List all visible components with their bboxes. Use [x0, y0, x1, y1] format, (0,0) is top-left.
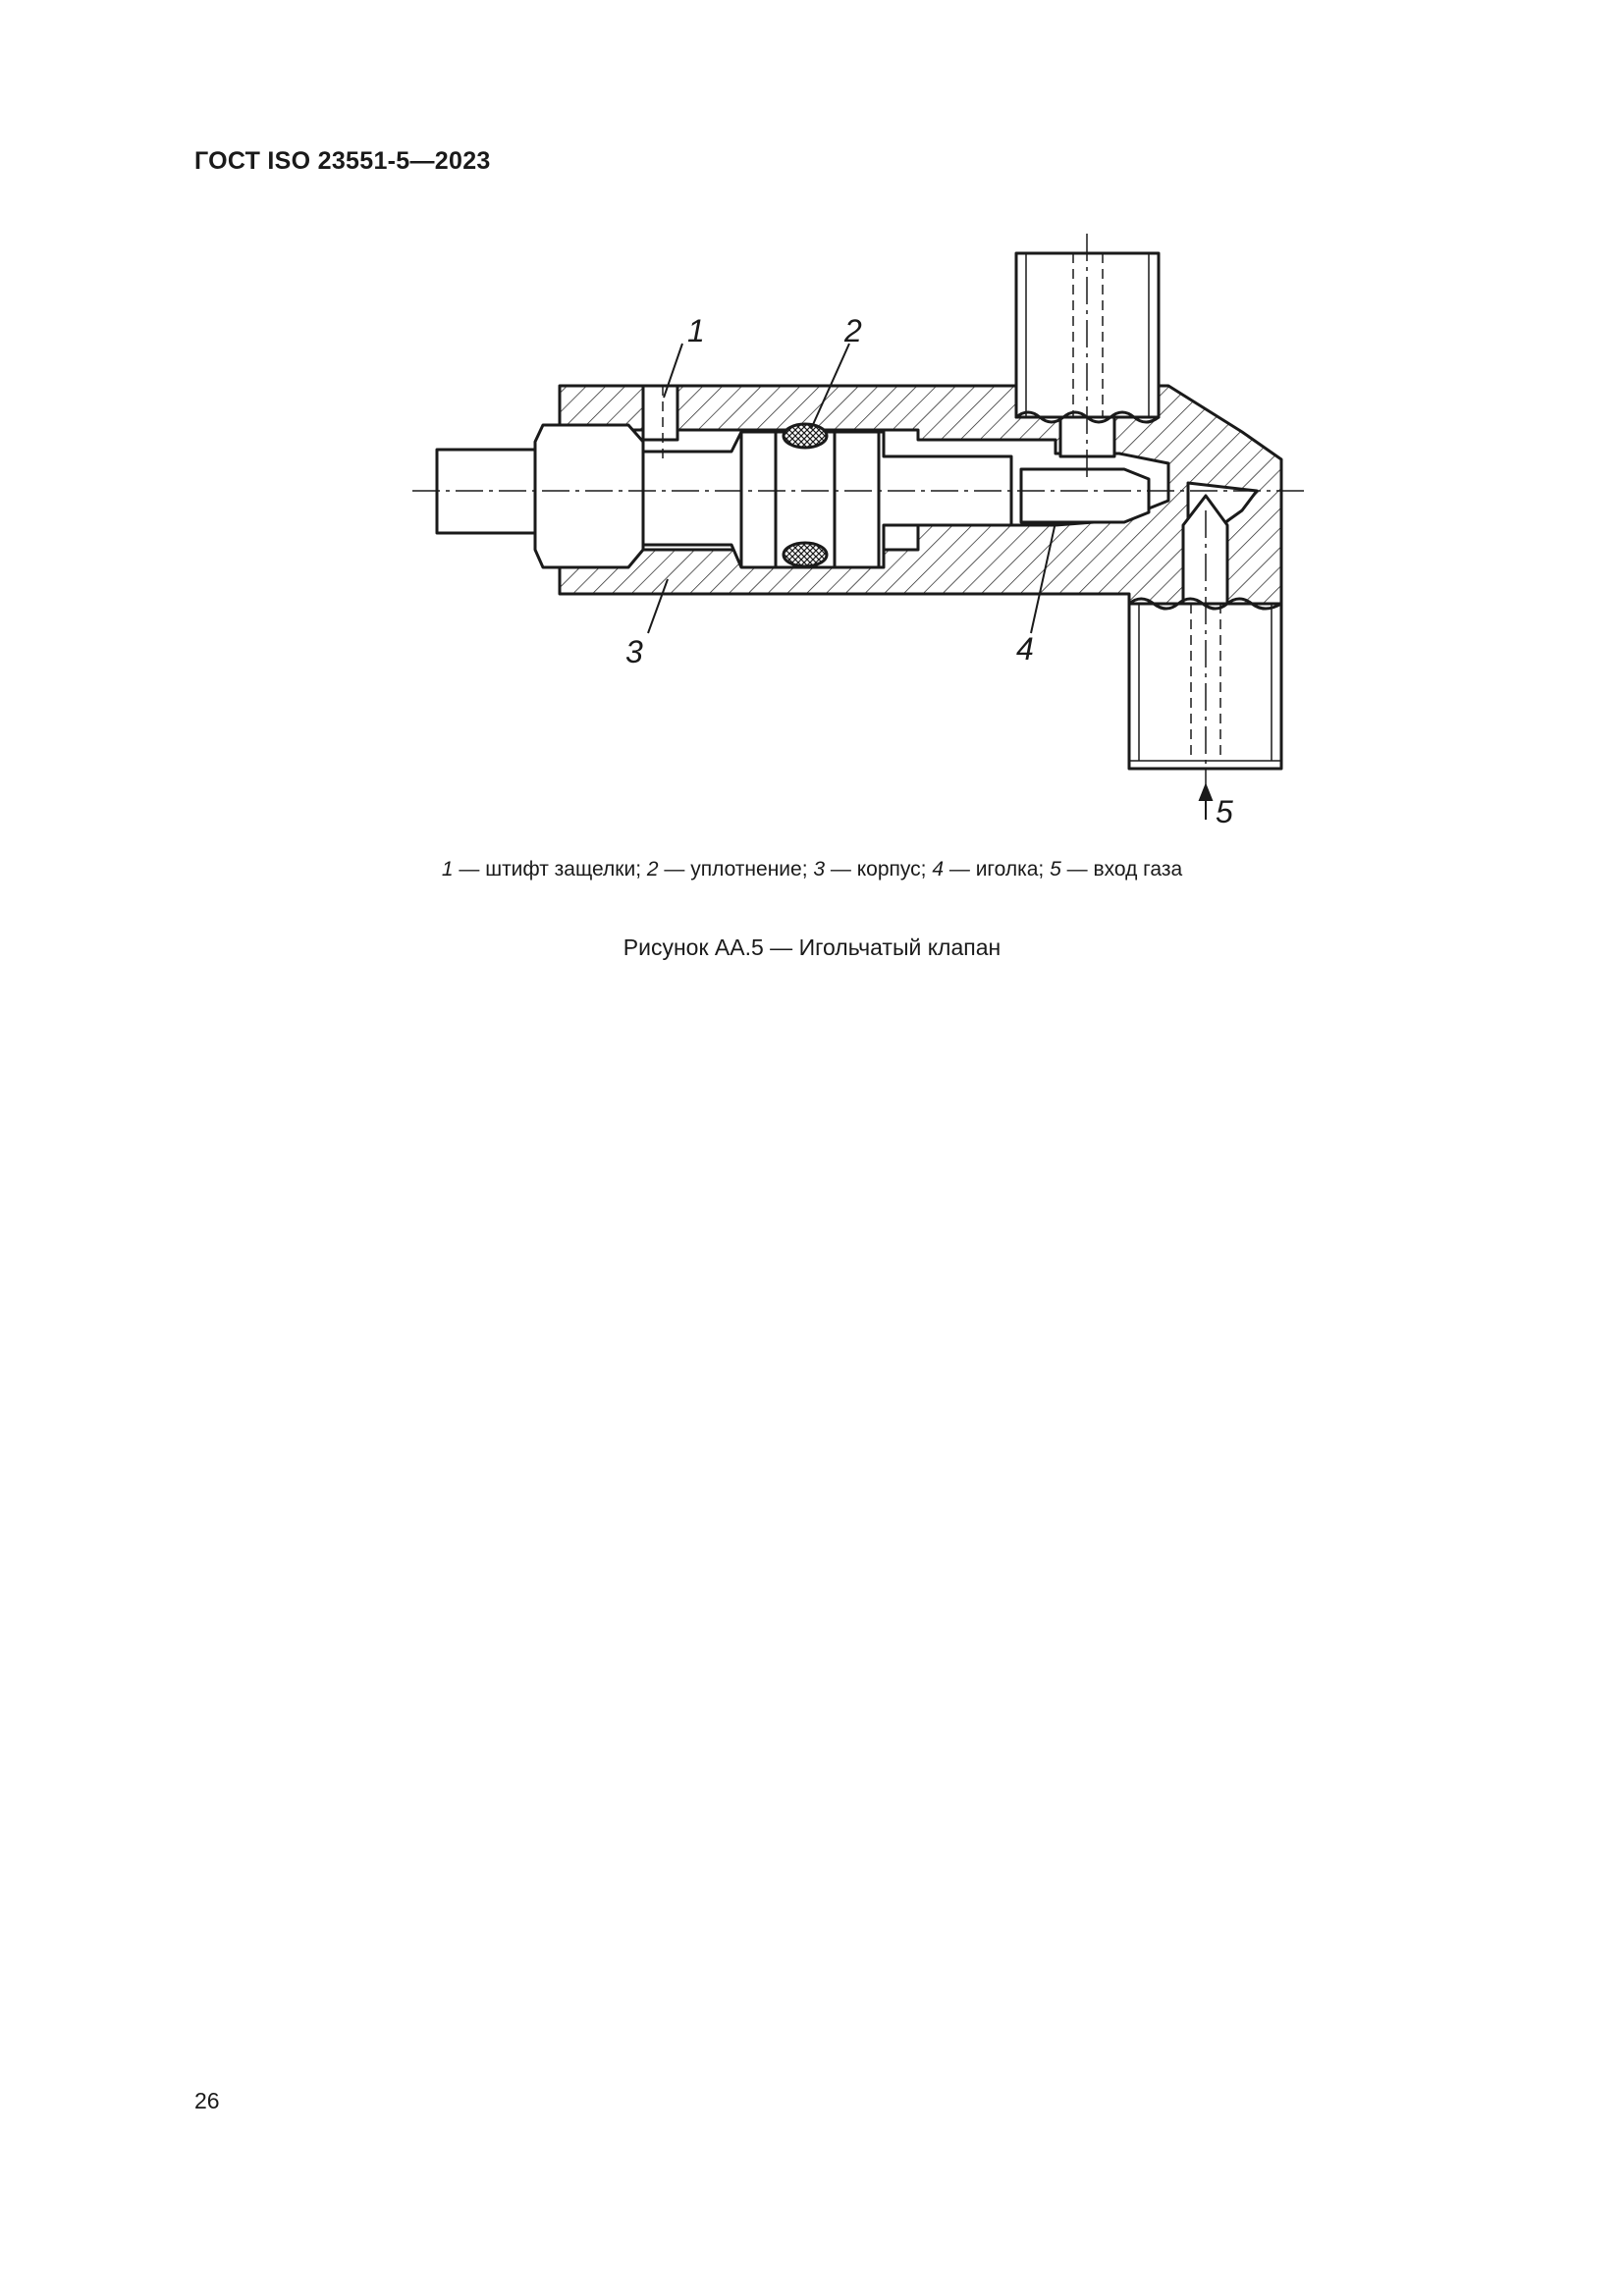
callout-3-number: 3 — [625, 634, 643, 669]
legend-separator: — — [825, 858, 857, 881]
callout-5-number: 5 — [1216, 794, 1233, 829]
legend-num-3: 3 — [813, 858, 826, 881]
page-number: 26 — [194, 2088, 220, 2113]
legend-num-5: 5 — [1050, 858, 1061, 881]
callout-5-arrow — [1200, 785, 1212, 800]
legend-term-2: уплотнение — [690, 858, 802, 881]
seal-ring-top — [784, 424, 827, 448]
figure-legend: 1 — штифт защелки; 2 — уплотнение; 3 — корпус; 4 — иголка; 5 — вход газа — [441, 858, 1183, 881]
callout-4-number: 4 — [1016, 631, 1034, 667]
figure-caption: Рисунок АА.5 — Игольчатый клапан — [623, 934, 1001, 960]
knob — [535, 425, 643, 567]
legend-separator: — — [1060, 858, 1094, 881]
legend-separator: — — [453, 858, 486, 881]
legend-num-2: 2 — [646, 858, 659, 881]
legend-term-1: штифт защелки — [485, 858, 636, 881]
legend-term-5: вход газа — [1093, 858, 1183, 881]
legend-separator: — — [944, 858, 976, 881]
legend-num-4: 4 — [932, 858, 945, 881]
latch-pin — [643, 386, 677, 440]
callout-2-number: 2 — [844, 313, 862, 348]
legend-num-1: 1 — [441, 858, 454, 881]
document-header: ГОСТ ISO 23551-5—2023 — [194, 147, 491, 175]
legend-separator: — — [658, 858, 691, 881]
legend-term-3: корпус — [856, 858, 921, 881]
needle — [1021, 469, 1149, 522]
callout-1-number: 1 — [687, 313, 705, 348]
needle-valve-drawing — [0, 0, 1624, 883]
seal-ring-bottom — [784, 543, 827, 566]
legend-term-4: иголка — [975, 858, 1039, 881]
